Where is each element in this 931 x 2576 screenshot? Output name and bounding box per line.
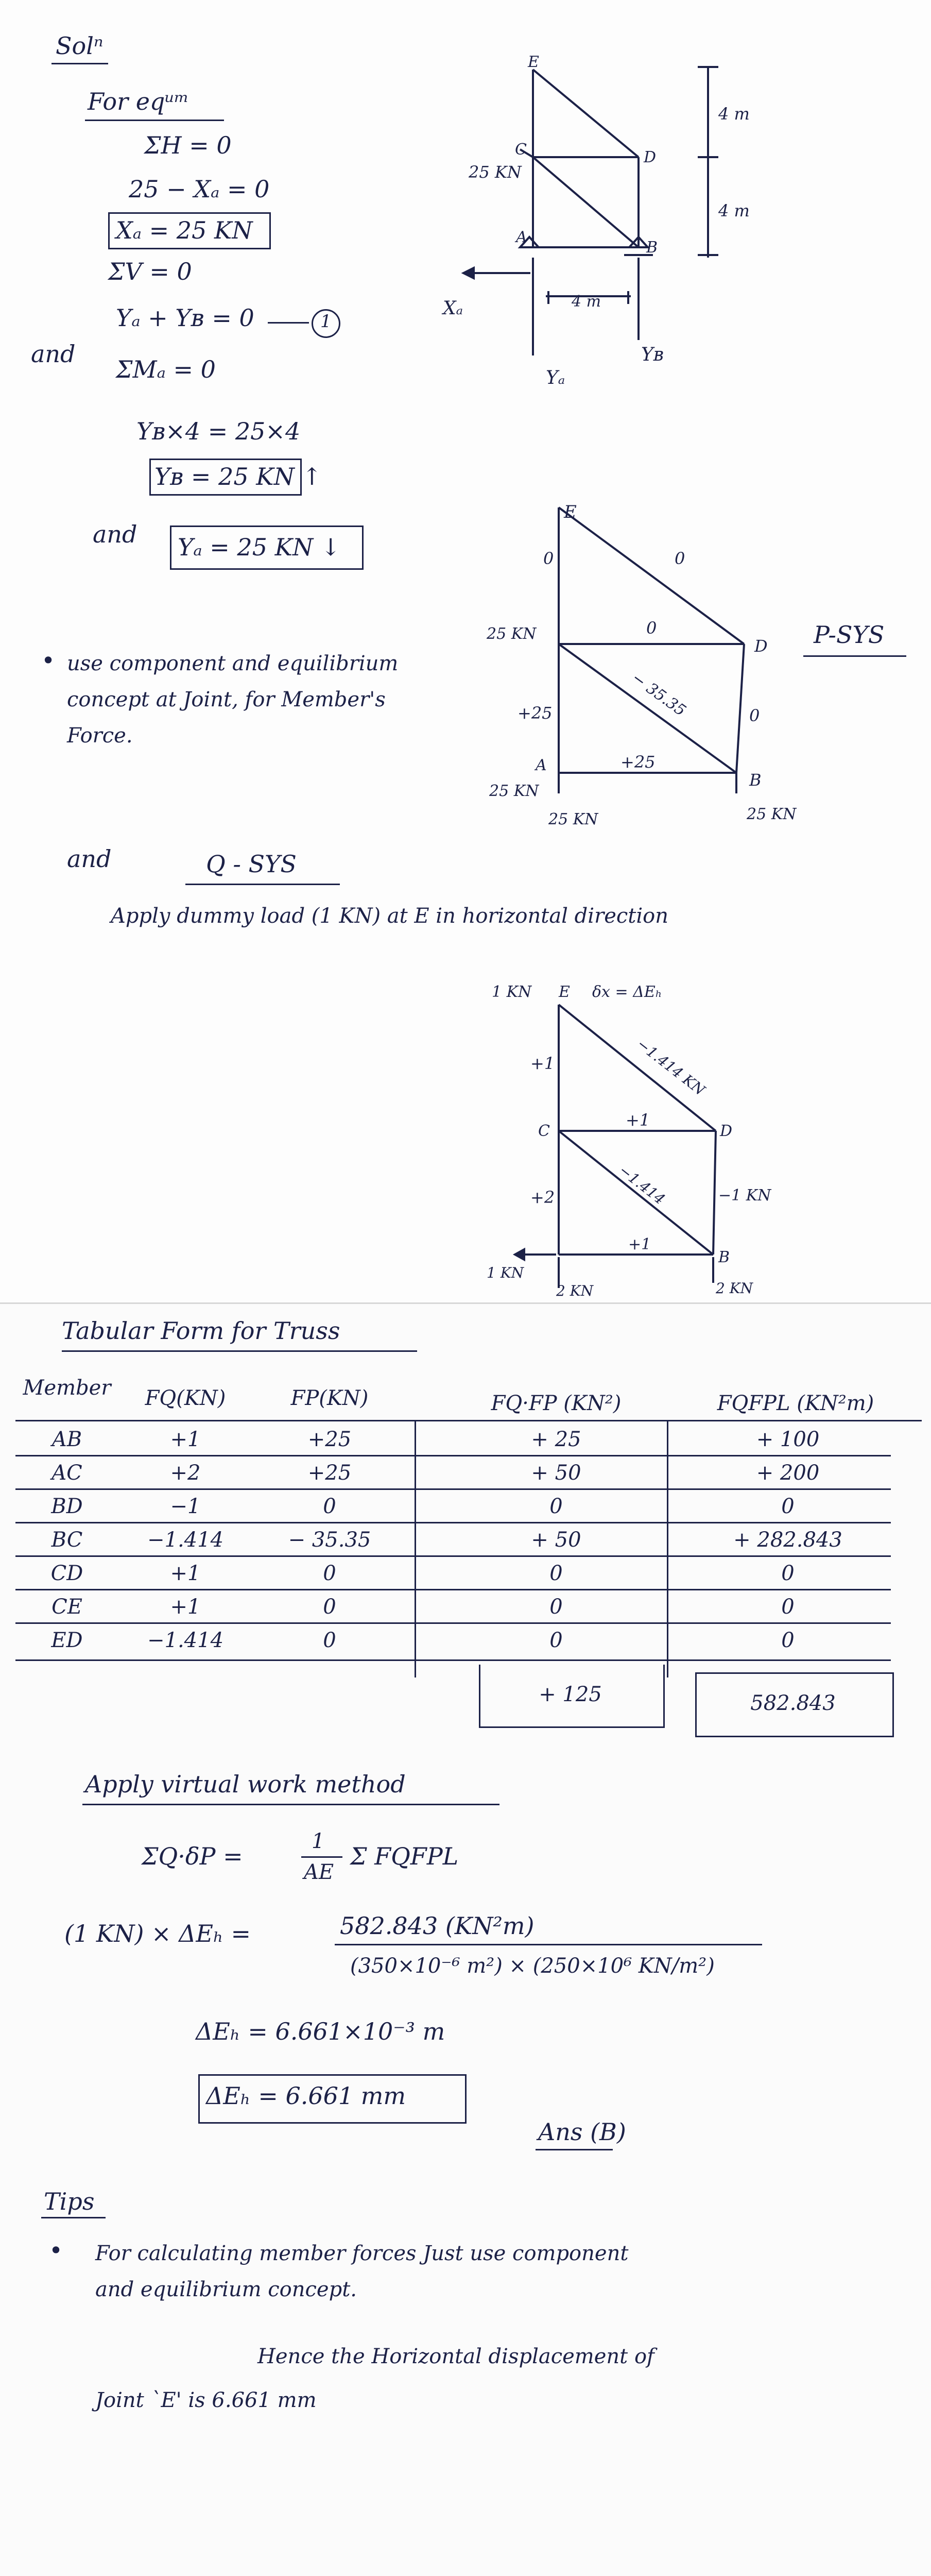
d1-label-c: C — [515, 141, 527, 159]
row-ab-fp: +25 — [307, 1428, 352, 1451]
row-ce-fp: 0 — [323, 1595, 336, 1619]
row-ed-fp: 0 — [323, 1629, 336, 1652]
table-title-underline — [62, 1350, 417, 1352]
row-rule — [15, 1455, 891, 1456]
dq-load: 1 KN — [492, 983, 532, 1001]
row-bd-fqfpl: 0 — [781, 1495, 795, 1518]
result-box-text: ΔEₕ = 6.661 mm — [206, 2082, 406, 2110]
answer: Ans (B) — [538, 2118, 626, 2146]
result-1: ΔEₕ = 6.661×10⁻³ m — [196, 2018, 445, 2045]
row-ac-member: AC — [51, 1461, 82, 1485]
eq-ya-result: Yₐ = 25 KN ↓ — [178, 533, 341, 561]
bullet-dot-tips: • — [49, 2236, 63, 2264]
dq-disp: δx = ΔEₕ — [592, 983, 662, 1001]
eq-v-expand: Yₐ + Yʙ = 0 — [116, 304, 254, 332]
conclusion-2: Joint `E' is 6.661 mm — [95, 2388, 317, 2412]
dp-reac-b: 25 KN — [747, 805, 797, 823]
dp-force-ab: +25 — [620, 752, 656, 772]
and-label-3: and — [67, 845, 112, 873]
table-col-divider-1 — [415, 1420, 416, 1677]
formula-frac-num: 1 — [312, 1829, 325, 1853]
dp-label-a: A — [536, 756, 547, 774]
d1-yb: Yʙ — [641, 344, 664, 365]
table-header-rule — [15, 1420, 922, 1421]
row-bc-member: BC — [51, 1528, 83, 1552]
d1-dim-side: 4 m — [718, 201, 750, 221]
row-ce-fqfpl: 0 — [781, 1595, 795, 1619]
row-ed-fqfp: 0 — [549, 1629, 563, 1652]
p-sys-label: P-SYS — [814, 621, 885, 649]
row-ed-member: ED — [51, 1629, 83, 1652]
answer-underline — [536, 2149, 613, 2150]
row-ac-fqfpl: + 200 — [756, 1461, 820, 1485]
eq-sum-ma: ΣMₐ = 0 — [116, 355, 216, 383]
bullet-method-2: concept at Joint, for Member's — [67, 688, 386, 711]
d1-load: 25 KN — [469, 162, 522, 182]
d1-label-a: A — [516, 228, 527, 246]
dq-force-cd: +1 — [626, 1110, 650, 1130]
dp-force-cd: 0 — [646, 618, 657, 638]
step-den: (350×10⁻⁶ m²) × (250×10⁶ KN/m²) — [350, 1954, 715, 1978]
tips-bullet-1: For calculating member forces Just use component — [95, 2242, 629, 2265]
support-diagram — [463, 67, 718, 355]
eq-sum-h: ΣH = 0 — [144, 131, 232, 159]
row-cd-fqfp: 0 — [549, 1562, 563, 1585]
dq-reac-a-h: 1 KN — [487, 1264, 524, 1281]
row-cd-fp: 0 — [323, 1562, 336, 1585]
virtual-work-underline — [82, 1804, 499, 1805]
total-fqfpl: 582.843 — [750, 1691, 836, 1715]
table-header-fqfp: FQ·FP (KN²) — [491, 1392, 622, 1415]
row-ab-fqfpl: + 100 — [756, 1428, 820, 1451]
dq-label-c: C — [538, 1122, 550, 1140]
formula-frac-den: AE — [304, 1860, 334, 1884]
row-ac-fp: +25 — [307, 1461, 352, 1485]
row-ac-fq: +2 — [170, 1461, 201, 1485]
row-ce-fq: +1 — [170, 1595, 201, 1619]
table-title: Tabular Form for Truss — [62, 1317, 340, 1345]
virtual-work-title: Apply virtual work method — [85, 1770, 406, 1798]
row-bc-fqfpl: + 282.843 — [733, 1528, 842, 1552]
bullet-dot-1: • — [41, 647, 56, 674]
row-bc-fp: − 35.35 — [288, 1528, 371, 1552]
row-ed-fqfpl: 0 — [781, 1629, 795, 1652]
solution-heading: Solⁿ — [56, 32, 104, 60]
dq-force-bc: −1.414 — [615, 1161, 668, 1208]
dp-label-e: E — [564, 502, 577, 522]
row-ab-member: AB — [51, 1428, 82, 1451]
step-left: (1 KN) × ΔEₕ = — [64, 1920, 251, 1947]
eq-yb-result: Yʙ = 25 KN ↑ — [154, 463, 322, 490]
and-label-1: and — [31, 340, 76, 368]
dp-load-c: 25 KN — [487, 625, 537, 643]
row-rule — [15, 1522, 891, 1523]
row-cd-fqfpl: 0 — [781, 1562, 795, 1585]
d1-label-e: E — [528, 53, 539, 71]
dp-force-bd: 0 — [749, 706, 760, 725]
eq-xa-result: Xₐ = 25 KN — [116, 216, 253, 244]
dp-force-ce: 0 — [543, 549, 554, 568]
row-bc-fq: −1.414 — [147, 1528, 224, 1552]
row-cd-member: CD — [50, 1562, 83, 1585]
row-rule — [15, 1555, 891, 1557]
dq-force-bd: −1 KN — [718, 1187, 771, 1205]
p-sys-diagram — [559, 507, 744, 793]
row-ac-fqfp: + 50 — [531, 1461, 581, 1485]
table-header-fq: FQ(KN) — [145, 1386, 226, 1410]
tips-underline — [41, 2217, 106, 2218]
dp-label-b: B — [749, 770, 762, 790]
row-ed-fq: −1.414 — [147, 1629, 224, 1652]
row-rule — [15, 1488, 891, 1490]
row-bd-fp: 0 — [323, 1495, 336, 1518]
row-bc-fqfp: + 50 — [531, 1528, 581, 1552]
row-cd-fq: +1 — [170, 1562, 201, 1585]
equilibrium-title: For eqᵘᵐ — [88, 88, 189, 115]
dq-label-b: B — [718, 1248, 730, 1266]
d1-ya: Yₐ — [546, 367, 565, 388]
eq-sum-v: ΣV = 0 — [108, 258, 192, 285]
bullet-method-3: Force. — [67, 724, 133, 748]
dp-force-bc: − 35.35 — [628, 669, 689, 720]
tips-heading: Tips — [44, 2188, 95, 2215]
formula-left: ΣQ·δP = — [142, 1842, 243, 1870]
d1-label-b: B — [646, 239, 658, 257]
d1-label-d: D — [644, 148, 657, 166]
row-ce-fqfp: 0 — [549, 1595, 563, 1619]
dp-reac-a-vert: 25 KN — [548, 810, 598, 828]
eq-number: 1 — [320, 311, 332, 332]
table-header-member: Member — [23, 1376, 111, 1400]
row-rule — [15, 1622, 891, 1624]
solution-page-2 — [0, 1302, 931, 2576]
q-sys-label: Q - SYS — [206, 850, 297, 878]
dp-reac-a-horiz: 25 KN — [489, 782, 539, 800]
row-ab-fq: +1 — [170, 1428, 201, 1451]
row-bd-fqfp: 0 — [549, 1495, 563, 1518]
dp-force-ed: 0 — [675, 549, 685, 568]
step-frac-bar — [335, 1944, 762, 1945]
row-bd-member: BD — [51, 1495, 83, 1518]
conclusion-1: Hence the Horizontal displacement of — [257, 2345, 654, 2368]
dq-reac-b: 2 KN — [716, 1280, 753, 1297]
row-ab-fqfp: + 25 — [531, 1428, 581, 1451]
dq-force-ce: +1 — [530, 1054, 555, 1073]
table-header-fp: FP(KN) — [290, 1386, 369, 1410]
d1-dim-top: 4 m — [718, 104, 750, 124]
dq-force-ab: +1 — [628, 1235, 651, 1253]
row-ce-member: CE — [51, 1595, 82, 1619]
step-num: 582.843 (KN²m) — [340, 1912, 535, 1940]
dp-label-d: D — [754, 636, 768, 656]
dp-force-ac: +25 — [518, 703, 553, 723]
eq-h-expand: 25 − Xₐ = 0 — [129, 175, 270, 203]
formula-right: Σ FQFPL — [350, 1842, 459, 1870]
dq-label-e: E — [559, 983, 570, 1001]
dq-force-ac: +2 — [530, 1188, 555, 1207]
dq-force-ed: −1.414 KN — [633, 1035, 709, 1099]
row-rule — [15, 1589, 891, 1590]
dq-reac-a-v: 2 KN — [556, 1282, 594, 1299]
row-bd-fq: −1 — [170, 1495, 201, 1518]
truss-table — [15, 1371, 922, 1762]
d1-xa: Xₐ — [443, 298, 463, 319]
q-sys-diagram — [515, 1005, 716, 1288]
row-rule — [15, 1659, 891, 1661]
dq-label-d: D — [720, 1122, 733, 1140]
tips-bullet-1b: and equilibrium concept. — [95, 2278, 357, 2301]
and-label-2: and — [93, 520, 137, 548]
d1-dim-base: 4 m — [572, 293, 601, 311]
eq-moment: Yʙ×4 = 25×4 — [136, 417, 301, 445]
q-sys-instruction: Apply dummy load (1 KN) at E in horizontal direction — [111, 904, 668, 928]
bullet-method: use component and equilibrium — [67, 652, 399, 675]
table-header-fqfpl: FQFPL (KN²m) — [717, 1392, 874, 1415]
formula-frac-bar — [301, 1856, 342, 1858]
total-fqfp: + 125 — [539, 1683, 602, 1706]
